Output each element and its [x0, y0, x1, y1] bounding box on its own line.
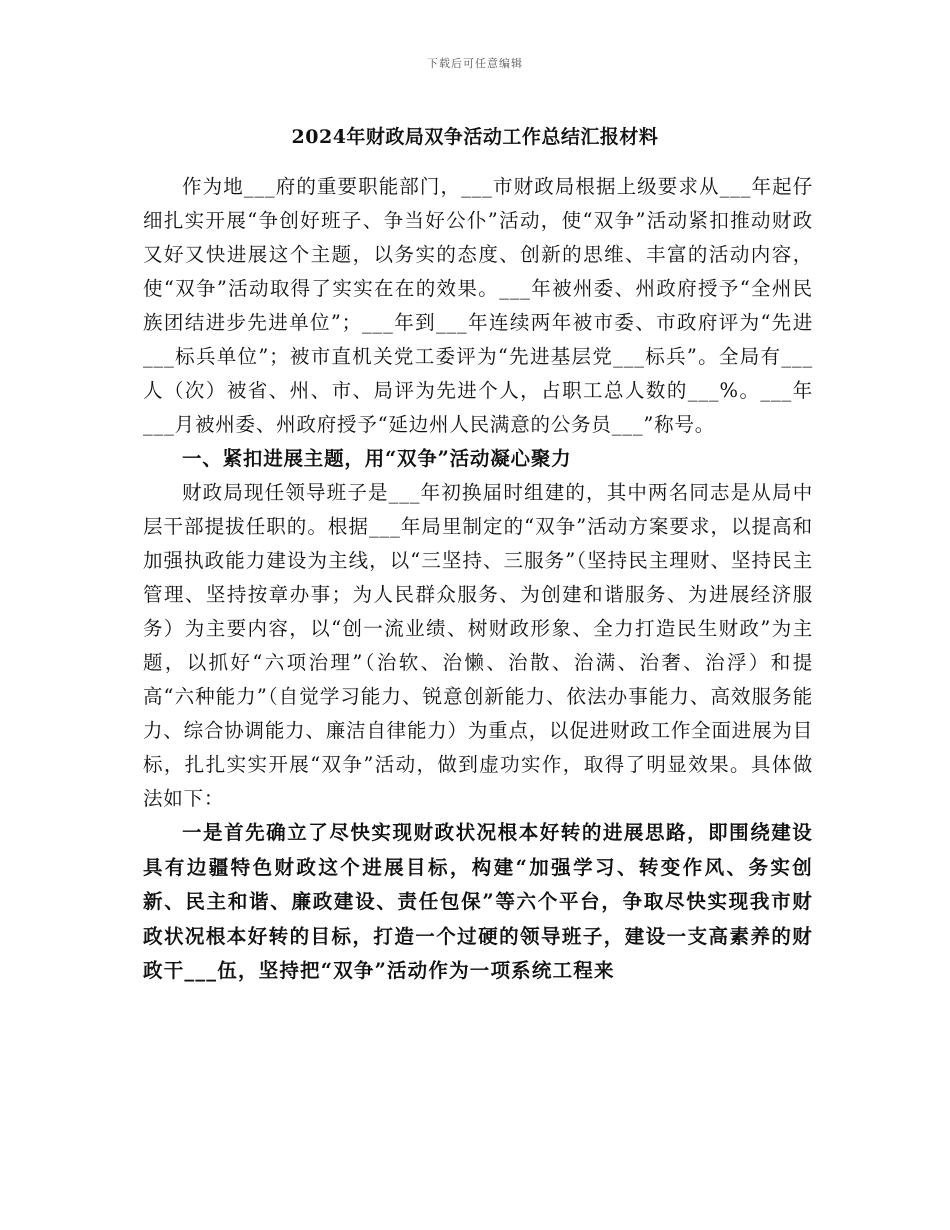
document-title: 2024年财政局双争活动工作总结汇报材料	[291, 126, 659, 148]
section-paragraph: 财政局现任领导班子是___年初换届时组建的，其中两名同志是从局中层干部提拔任职的。根据___年局里制定的“双争”活动方案要求，以提高和加强执政能力建设为主线，以“三坚持、三服务”（坚持民主理财、坚持民主管理、坚持按章办事；为人民群众服务、为创建和谐服务、为进展经济服务）为主要内容，以“创一流业绩、树财政形象、全力打造民生财政”为主题，以抓好“六项治理”（治软、治懒、治散、治满、治奢、治浮）和提高“六种能力”（自觉学习能力、锐意创新能力、依法办事能力、高效服务能力、综合协调能力、廉洁自律能力）为重点，以促进财政工作全面进展为目标，扎扎实实开展“双争”活动，做到虚功实作，取得了明显效果。具体做法如下：	[143, 481, 813, 810]
point-one-paragraph: 一是首先确立了尽快实现财政状况根本好转的进展思路，即围绕建设具有边疆特色财政这个进展目标，构建“加强学习、转变作风、务实创新、民主和谐、廉政建设、责任包保”等六个平台，争取尽快实现我市财政状况根本好转的目标，打造一个过硬的领导班子，建设一支高素养的财政干___伍，坚持把“双争”活动作为一项系统工程来	[143, 821, 813, 982]
section-heading: 一、紧扣进展主题，用“双争”活动凝心聚力	[182, 447, 572, 470]
header-note: 下载后可任意编辑	[427, 57, 523, 70]
intro-paragraph: 作为地___府的重要职能部门，___市财政局根据上级要求从___年起仔细扎实开展“争创好班子、争当好公仆”活动，使“双争”活动紧扣推动财政又好又快进展这个主题，以务实的态度、创新的思维、丰富的活动内容，使“双争”活动取得了实实在在的效果。___年被州委、州政府授予“全州民族团结进步先进单位”；___年到___年连续两年被市委、市政府评为“先进___标兵单位”；被市直机关党工委评为“先进基层党___标兵”。全局有___人（次）被省、州、市、局评为先进个人，占职工总人数的___%。___年___月被州委、州政府授予“延边州人民满意的公务员___”称号。	[143, 175, 813, 436]
document-body	[143, 170, 813, 989]
